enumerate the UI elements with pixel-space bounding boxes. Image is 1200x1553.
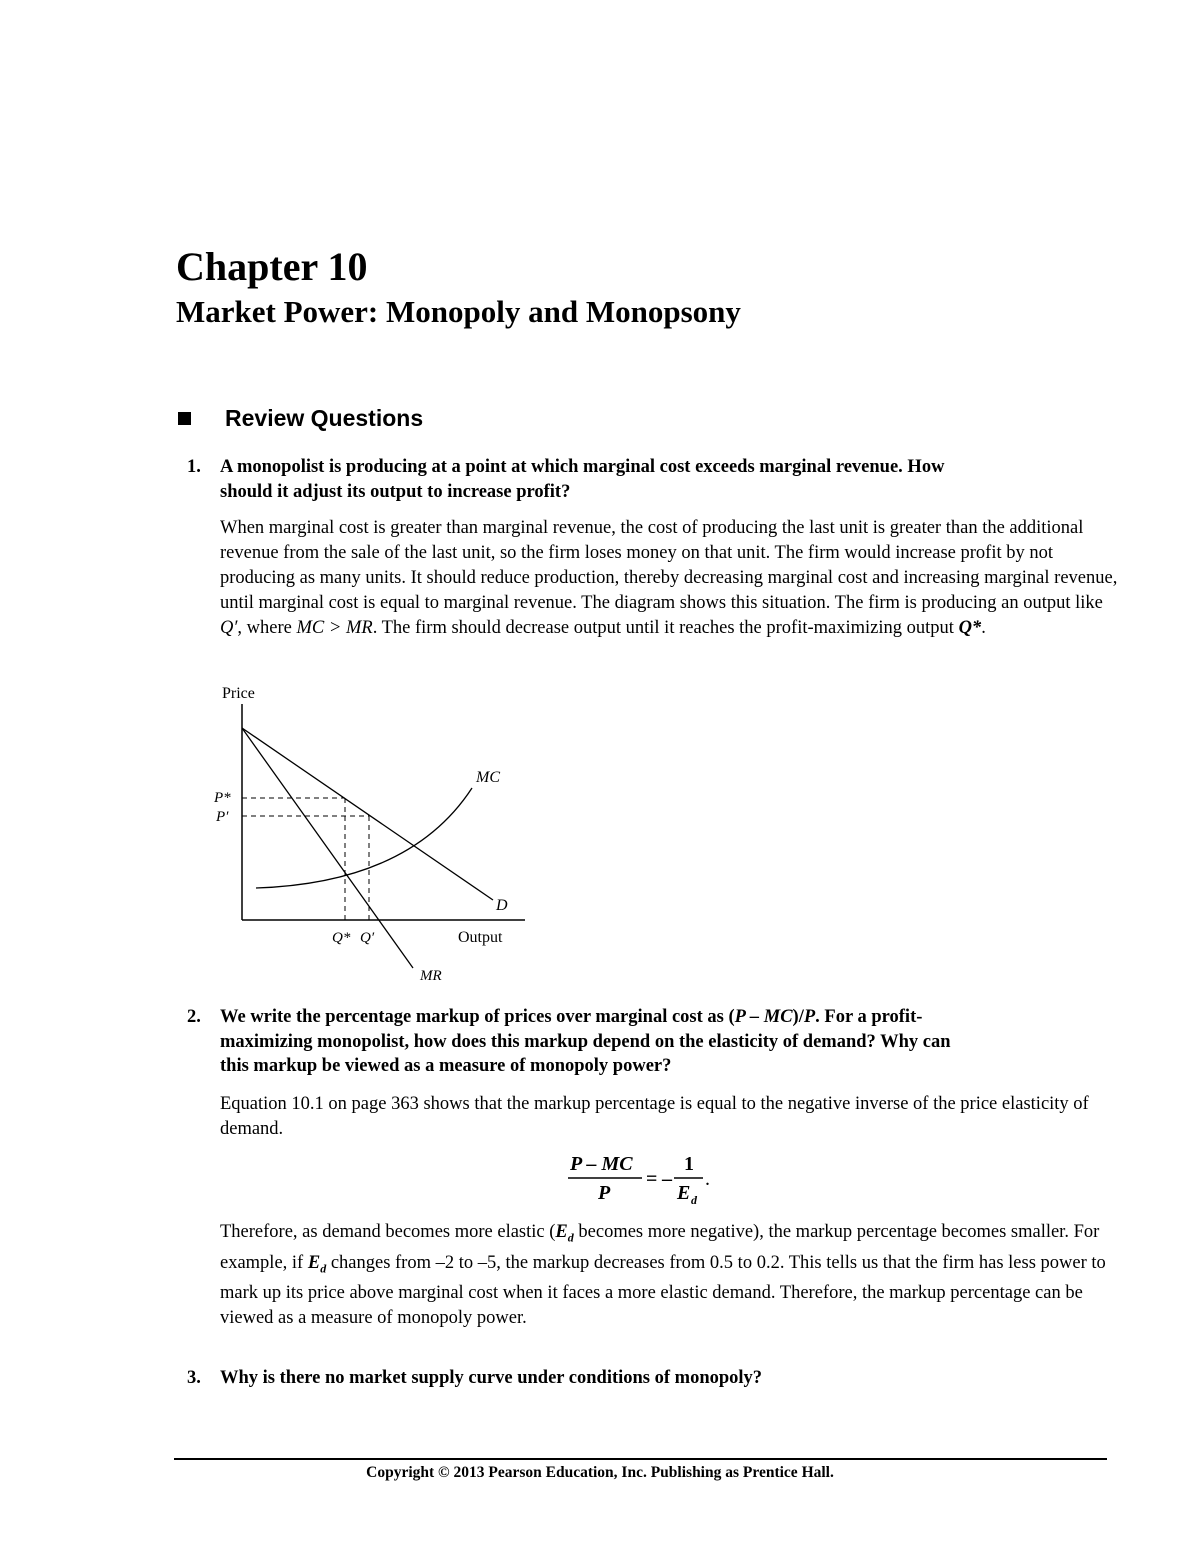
monopoly-diagram [200, 678, 540, 988]
equation-numerator: P – MC [570, 1153, 633, 1175]
chapter-title: Chapter 10 [176, 244, 368, 289]
demand-label: D [496, 897, 508, 914]
answer-2-explanation [220, 1220, 1120, 1331]
section-heading-text: Review Questions [225, 405, 424, 431]
answer-2-ed: E [555, 1222, 568, 1242]
section-heading [178, 402, 423, 434]
question-1-line-1: A monopolist is producing at a point at which marginal cost exceeds marginal revenue. How [220, 457, 945, 477]
question-2-text [220, 1005, 1120, 1079]
mr-label: MR [420, 968, 442, 984]
question-3-text: Why is there no market supply curve under conditions of monopoly? [220, 1368, 763, 1388]
mc-label: MC [476, 769, 500, 786]
equation-ed: E [677, 1182, 691, 1204]
question-1-number: 1. [187, 457, 201, 477]
question-1-text [220, 455, 1120, 504]
question-2-line-3: this markup be viewed as a measure of monopoly power? [220, 1056, 672, 1076]
demand-curve [242, 728, 493, 900]
q-prime-label: Q′ [360, 930, 375, 946]
question-2-line-2: maximizing monopolist, how does this markup depend on the elasticity of demand? Why can [220, 1031, 951, 1052]
answer-2-part-b: becomes more negative), the markup percentage becomes smaller. For example, if [220, 1222, 1100, 1273]
answer-1-qstar: Q* [958, 618, 982, 638]
equation-one: 1 [684, 1153, 694, 1175]
question-3-number: 3. [187, 1368, 201, 1388]
answer-2-part-c: changes from –2 to –5, the markup decreases from 0.5 to 0.2. This tells us that the firm has less power to mark up its price above marginal cost when it faces a more elastic demand. Therefore, the markup percentage can be viewed as a measure of monopoly power. [220, 1252, 1106, 1329]
answer-1-part-4: . [981, 618, 986, 638]
answer-2-ed-2: E [307, 1252, 321, 1273]
answer-2-intro: Equation 10.1 on page 363 shows that the markup percentage is equal to the negative inverse of the price elasticity of demand. [220, 1094, 1089, 1139]
x-axis-label: Output [458, 929, 503, 946]
question-2-number: 2. [187, 1007, 201, 1027]
mr-curve [242, 728, 413, 968]
answer-1 [220, 516, 1120, 641]
question-2-line-1-c: . For a profit- [815, 1007, 923, 1027]
p-star-label: P* [214, 790, 231, 806]
equation-ed-sub: d [691, 1193, 697, 1207]
answer-2-ed-sub: d [567, 1230, 574, 1245]
question-2-line-1-b: )/ [792, 1007, 804, 1027]
y-axis-label: Price [222, 685, 255, 702]
answer-1-part-1: When marginal cost is greater than marginal revenue, the cost of producing the last unit is greater than the additional revenue from the sale of the last unit, so the firm loses money on that unit. The firm would increase profit by not producing as many units. It should reduce production, thereby decreasing marginal cost and increasing marginal revenue, until marginal cost is equal to marginal revenue. The diagram shows this situation. The firm is producing an output like [220, 518, 1118, 613]
answer-1-part-2: , where [237, 618, 297, 638]
square-bullet-icon [178, 412, 191, 425]
answer-1-mcmr: MC > MR [296, 618, 373, 638]
answer-1-part-3: . The firm should decrease output until it reaches the profit-maximizing output [372, 618, 959, 638]
question-2-line-1-a: We write the percentage markup of prices over marginal cost as ( [220, 1007, 735, 1027]
equation-denominator: P [598, 1182, 611, 1204]
equation-minus: – [662, 1168, 672, 1190]
question-1-line-2: should it adjust its output to increase profit? [220, 481, 571, 502]
chapter-subtitle: Market Power: Monopoly and Monopsony [176, 294, 741, 329]
question-2-line-1 [220, 1005, 1120, 1030]
p-prime-label: P′ [216, 809, 229, 825]
q-star-label: Q* [332, 930, 351, 946]
question-2-formula: P – MC [734, 1007, 793, 1027]
answer-2-part-a: Therefore, as demand becomes more elastic ( [220, 1222, 556, 1242]
equation-period: . [705, 1168, 710, 1190]
equation-equals: = [646, 1168, 658, 1190]
question-2-p: P [803, 1007, 816, 1027]
footer-rule [174, 1458, 1107, 1460]
answer-2-ed-sub-2: d [320, 1261, 327, 1276]
mc-curve [256, 788, 472, 888]
markup-equation [560, 1148, 730, 1208]
footer-copyright: Copyright © 2013 Pearson Education, Inc. Publishing as Prentice Hall. [366, 1464, 834, 1481]
answer-1-qprime: Q′ [220, 618, 238, 638]
